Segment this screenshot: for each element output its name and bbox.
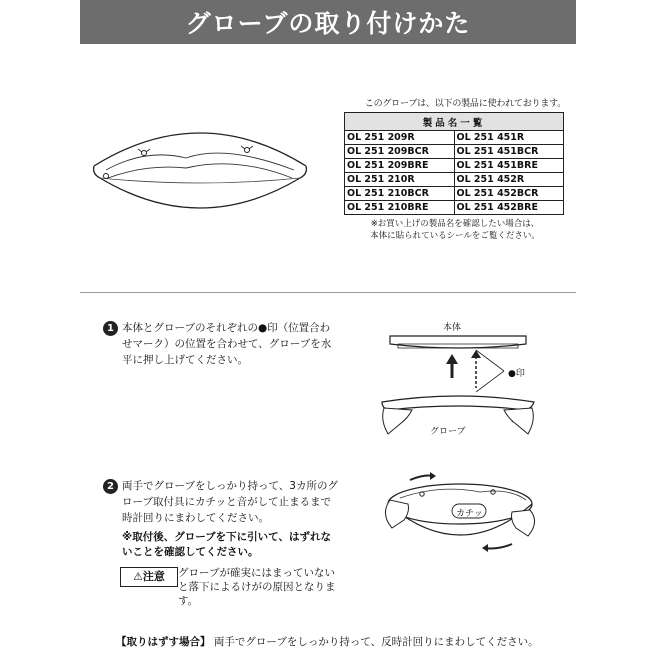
removal-instructions bbox=[116, 634, 539, 649]
figure-label-click: カチッ bbox=[456, 509, 483, 519]
figure-label-mark: ●印 bbox=[508, 369, 525, 379]
table-cell: OL 251 451R bbox=[454, 131, 564, 145]
table-cell: OL 251 210BRE bbox=[345, 201, 455, 215]
step-line: 本体とグローブのそれぞれの●印（位置合わ bbox=[122, 322, 331, 334]
globe-illustration bbox=[86, 108, 314, 216]
table-cell: OL 251 210BCR bbox=[345, 187, 455, 201]
figure-label-body: 本体 bbox=[443, 323, 462, 333]
product-note-line: ※お買い上げの製品名を確認したい場合は、 bbox=[370, 219, 540, 229]
table-row bbox=[345, 145, 564, 159]
table-cell: OL 251 452BCR bbox=[454, 187, 564, 201]
table-row bbox=[345, 159, 564, 173]
note-line: ※取付後、グローブを下に引いて、はずれな bbox=[122, 531, 331, 543]
table-row bbox=[345, 131, 564, 145]
caution-box bbox=[120, 566, 360, 612]
step-2 bbox=[103, 478, 363, 530]
caution-line: グローブが確実にはまっていない bbox=[178, 567, 335, 579]
step-line: 平に押し上げてください。 bbox=[122, 354, 248, 366]
step-number: 1 bbox=[103, 321, 118, 336]
table-cell: OL 251 451BRE bbox=[454, 159, 564, 173]
product-table bbox=[344, 112, 564, 215]
caution-text bbox=[178, 566, 358, 608]
step-text bbox=[122, 320, 331, 368]
section-divider bbox=[80, 292, 576, 293]
step-1 bbox=[103, 320, 363, 372]
step-2-note bbox=[122, 530, 362, 560]
table-cell: OL 251 452BRE bbox=[454, 201, 564, 215]
table-row bbox=[345, 201, 564, 215]
product-table-header: 製品名一覧 bbox=[345, 113, 564, 131]
table-row bbox=[345, 187, 564, 201]
removal-text: 両手でグローブをしっかり持って、反時計回りにまわしてください。 bbox=[213, 636, 539, 648]
caution-line: す。 bbox=[178, 595, 199, 607]
product-list bbox=[344, 96, 566, 242]
caution-badge: ⚠注意 bbox=[120, 567, 178, 587]
removal-label: 【取りはずす場合】 bbox=[116, 636, 211, 648]
product-usage-text: このグローブは、以下の製品に使われております。 bbox=[364, 99, 566, 109]
figure-label-globe: グローブ bbox=[430, 427, 466, 437]
step-line: ローブ取付具にカチッと音がして止まるまで bbox=[122, 496, 332, 508]
table-cell: OL 251 209BCR bbox=[345, 145, 455, 159]
table-cell: OL 251 451BCR bbox=[454, 145, 564, 159]
caution-line: と落下によるけがの原因となりま bbox=[178, 581, 336, 593]
table-row bbox=[345, 173, 564, 187]
table-cell: OL 251 452R bbox=[454, 173, 564, 187]
product-note-line: 本体に貼られているシールをご覧ください。 bbox=[370, 231, 540, 241]
product-note bbox=[344, 218, 566, 242]
step-line: 両手でグローブをしっかり持って、3カ所のグ bbox=[122, 480, 338, 492]
step-line: 時計回りにまわしてください。 bbox=[122, 512, 269, 524]
step-number: 2 bbox=[103, 479, 118, 494]
note-line: いことを確認してください。 bbox=[122, 546, 259, 558]
table-cell: OL 251 209R bbox=[345, 131, 455, 145]
page-title: グローブの取り付けかた bbox=[80, 0, 576, 44]
step-text bbox=[122, 478, 338, 526]
step-line: せマーク）の位置を合わせて、グローブを水 bbox=[122, 338, 332, 350]
table-cell: OL 251 209BRE bbox=[345, 159, 455, 173]
table-cell: OL 251 210R bbox=[345, 173, 455, 187]
